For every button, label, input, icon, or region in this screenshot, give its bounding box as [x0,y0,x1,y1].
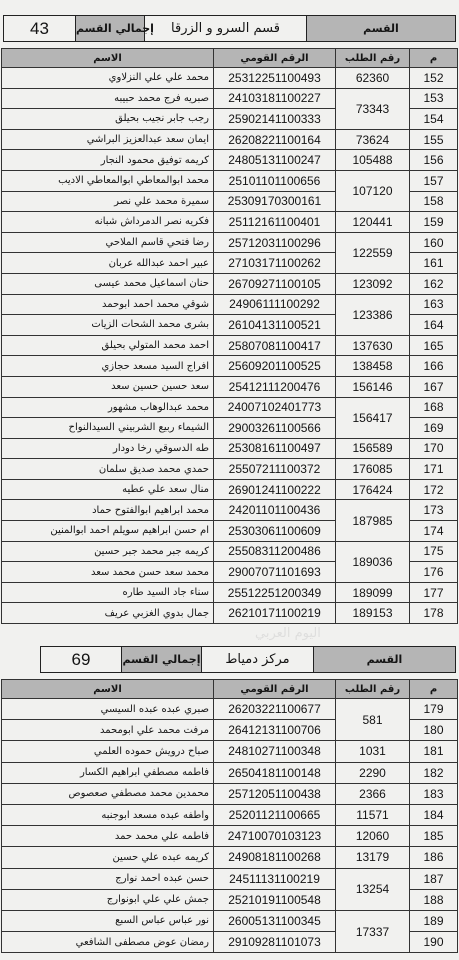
cell-index: 160 [410,232,458,253]
cell-request-number: 105488 [336,150,410,171]
cell-name: نور عباس عباس السبع [2,910,214,931]
cell-national-id: 25308161100497 [214,438,336,459]
cell-request-number: 156146 [336,376,410,397]
cell-national-id: 25508311200486 [214,541,336,562]
cell-index: 176 [410,562,458,583]
cell-request-number: 176424 [336,479,410,500]
cell-request-number: 156589 [336,438,410,459]
section-total-label: إجمالي القسم [76,16,145,42]
cell-national-id: 25507211100372 [214,459,336,480]
cell-index: 178 [410,603,458,624]
cell-request-number: 138458 [336,356,410,377]
cell-name: كريمه جبر محمد جبر حسين [2,541,214,562]
table-row [2,582,458,603]
cell-name: بشرى محمد الشحات الزيات [2,315,214,336]
cell-name: صباح درويش حموده العلمي [2,741,214,762]
cell-index: 154 [410,109,458,130]
table-row [2,294,458,315]
cell-national-id: 27103171100262 [214,253,336,274]
column-header-name: الاسم [2,49,214,68]
cell-index: 175 [410,541,458,562]
cell-index: 166 [410,356,458,377]
cell-national-id: 25902141100333 [214,109,336,130]
cell-name: سميرة محمد علي نصر [2,191,214,212]
table-row [2,603,458,624]
cell-index: 179 [410,699,458,720]
cell-request-number: 2366 [336,783,410,804]
cell-name: فاطمه علي محمد حمد [2,826,214,847]
cell-index: 182 [410,762,458,783]
cell-name: عبير احمد عبدالله عربان [2,253,214,274]
cell-name: كريمه عبده علي حسين [2,847,214,868]
cell-index: 189 [410,910,458,931]
cell-index: 174 [410,521,458,542]
cell-national-id: 25112161100401 [214,212,336,233]
cell-name: صبريه فرج محمد حبيبه [2,88,214,109]
section2-table [1,679,458,953]
table-row [2,762,458,783]
column-header-request: رقم الطلب [336,680,410,699]
cell-name: صبري عبده عبده السيسي [2,699,214,720]
cell-index: 153 [410,88,458,109]
cell-name: واطفه عبده مسعد ابوجنبه [2,804,214,825]
cell-index: 163 [410,294,458,315]
cell-national-id: 26104131100521 [214,315,336,336]
cell-index: 164 [410,315,458,336]
cell-national-id: 29007071101693 [214,562,336,583]
column-header-request: رقم الطلب [336,49,410,68]
cell-national-id: 24511131100219 [214,868,336,889]
cell-name: ام حسن ابراهيم سويلم احمد ابوالمنين [2,521,214,542]
cell-index: 183 [410,783,458,804]
cell-national-id: 26709271100105 [214,273,336,294]
cell-request-number: 581 [336,699,410,741]
column-header-name: الاسم [2,680,214,699]
section-label: القسم [314,647,456,673]
cell-name: مرفت محمد علي ابومحمد [2,720,214,741]
cell-request-number: 122559 [336,232,410,273]
cell-name: رمضان عوض مصطفى الشافعي [2,932,214,953]
table-row [2,170,458,191]
table-row [2,232,458,253]
table-row [2,783,458,804]
cell-name: محمد علي علي النزلاوي [2,68,214,89]
cell-index: 157 [410,170,458,191]
cell-index: 171 [410,459,458,480]
table-row [2,479,458,500]
cell-national-id: 26210171100219 [214,603,336,624]
cell-national-id: 25312251100493 [214,68,336,89]
table-row [2,541,458,562]
cell-name: منال سعد علي عطيه [2,479,214,500]
cell-index: 181 [410,741,458,762]
cell-national-id: 26208221100164 [214,129,336,150]
cell-name: كريمه توفيق محمود النجار [2,150,214,171]
cell-name: فكريه نصر الدمرداش شبانه [2,212,214,233]
section-name: قسم السرو و الزرقا [145,16,307,42]
cell-national-id: 29109281101073 [214,932,336,953]
cell-national-id: 25712051100438 [214,783,336,804]
cell-index: 162 [410,273,458,294]
cell-name: الشيماء ربيع الشربيني السيدالنواح [2,418,214,439]
cell-name: محمد ابراهيم ابوالفتوح حماد [2,500,214,521]
cell-national-id: 24906111100292 [214,294,336,315]
cell-index: 172 [410,479,458,500]
section-total-value: 43 [4,16,76,42]
cell-name: رجب جابر نجيب بحيلق [2,109,214,130]
cell-index: 190 [410,932,458,953]
cell-request-number: 137630 [336,335,410,356]
table-row [2,376,458,397]
cell-request-number: 13254 [336,868,410,910]
table-row [2,68,458,89]
cell-name: افراج السيد مسعد حجازي [2,356,214,377]
cell-index: 187 [410,868,458,889]
cell-request-number: 107120 [336,170,410,211]
cell-national-id: 24710070103123 [214,826,336,847]
table-header-row [2,49,458,68]
cell-request-number: 189153 [336,603,410,624]
cell-national-id: 24908181100268 [214,847,336,868]
cell-national-id: 24103181100227 [214,88,336,109]
cell-index: 184 [410,804,458,825]
cell-name: سعد حسين حسين سعد [2,376,214,397]
cell-name: سناء جاد السيد طاره [2,582,214,603]
cell-national-id: 25512251200349 [214,582,336,603]
section-total-label: إجمالي القسم [122,647,202,673]
column-header-index: م [410,49,458,68]
column-header-national-id: الرقم القومي [214,49,336,68]
cell-request-number: 62360 [336,68,410,89]
cell-national-id: 26504181100148 [214,762,336,783]
cell-name: رضا فتحي قاسم الملاحي [2,232,214,253]
cell-name: محمد عبدالوهاب مشهور [2,397,214,418]
cell-name: حمدي محمد صديق سلمان [2,459,214,480]
cell-request-number: 2290 [336,762,410,783]
table-row [2,699,458,720]
cell-name: محمد سعد حسن محمد سعد [2,562,214,583]
table-row [2,847,458,868]
cell-index: 188 [410,889,458,910]
table-header-row [2,680,458,699]
cell-national-id: 25609201100525 [214,356,336,377]
table-row [2,88,458,109]
cell-name: جمش علي علي ابونوارج [2,889,214,910]
table-row [2,397,458,418]
cell-index: 186 [410,847,458,868]
table-row [2,868,458,889]
cell-index: 170 [410,438,458,459]
cell-index: 159 [410,212,458,233]
cell-index: 155 [410,129,458,150]
section1-table [1,48,458,624]
section2-header [40,646,456,673]
cell-name: شوقي محمد احمد ابوحمد [2,294,214,315]
cell-request-number: 156417 [336,397,410,438]
cell-request-number: 11571 [336,804,410,825]
cell-national-id: 25303061100609 [214,521,336,542]
table-row [2,438,458,459]
cell-name: محمدين محمد مصطفي صعصوص [2,783,214,804]
table-row [2,910,458,931]
section-name: مركز دمياط [202,647,314,673]
cell-national-id: 24805131100247 [214,150,336,171]
table-row [2,500,458,521]
cell-national-id: 24007102401773 [214,397,336,418]
cell-index: 158 [410,191,458,212]
table-row [2,459,458,480]
cell-name: احمد محمد المتولي بحيلق [2,335,214,356]
table-row [2,273,458,294]
watermark: اليوم العربي [255,626,321,641]
cell-national-id: 25210191100548 [214,889,336,910]
cell-index: 177 [410,582,458,603]
cell-request-number: 123386 [336,294,410,335]
cell-index: 165 [410,335,458,356]
cell-national-id: 25412111200476 [214,376,336,397]
column-header-national-id: الرقم القومي [214,680,336,699]
table-row [2,335,458,356]
cell-request-number: 17337 [336,910,410,952]
cell-request-number: 123092 [336,273,410,294]
cell-national-id: 26203221100677 [214,699,336,720]
table-row [2,804,458,825]
cell-request-number: 189099 [336,582,410,603]
cell-national-id: 25807081100417 [214,335,336,356]
table-row [2,826,458,847]
cell-national-id: 26005131100345 [214,910,336,931]
cell-index: 152 [410,68,458,89]
section-label: القسم [307,16,456,42]
table-row [2,129,458,150]
cell-national-id: 25309170300161 [214,191,336,212]
table-row [2,356,458,377]
cell-national-id: 26412131100706 [214,720,336,741]
section-total-value: 69 [41,647,122,673]
cell-request-number: 176085 [336,459,410,480]
cell-request-number: 1031 [336,741,410,762]
cell-index: 156 [410,150,458,171]
cell-index: 161 [410,253,458,274]
cell-index: 180 [410,720,458,741]
cell-name: جمال بدوي الغزبي عريف [2,603,214,624]
cell-request-number: 12060 [336,826,410,847]
cell-national-id: 29003261100566 [214,418,336,439]
cell-national-id: 24810271100348 [214,741,336,762]
cell-national-id: 24201101100436 [214,500,336,521]
cell-request-number: 13179 [336,847,410,868]
cell-name: محمد ابوالمعاطي ابوالمعاطي الاديب [2,170,214,191]
cell-name: حنان اسماعيل محمد عيسى [2,273,214,294]
cell-request-number: 189036 [336,541,410,582]
cell-name: فاطمه مصطفي ابراهيم الكسار [2,762,214,783]
cell-index: 168 [410,397,458,418]
cell-index: 173 [410,500,458,521]
cell-request-number: 73343 [336,88,410,129]
cell-index: 167 [410,376,458,397]
cell-request-number: 120441 [336,212,410,233]
section1-header [3,15,456,42]
column-header-index: م [410,680,458,699]
cell-national-id: 26901241100222 [214,479,336,500]
cell-index: 169 [410,418,458,439]
cell-national-id: 25712031100296 [214,232,336,253]
table-row [2,150,458,171]
cell-name: طه الدسوقي رخا دودار [2,438,214,459]
cell-national-id: 25101101100656 [214,170,336,191]
cell-name: ايمان سعد عبدالعزيز البراشي [2,129,214,150]
cell-request-number: 187985 [336,500,410,541]
cell-national-id: 25201121100665 [214,804,336,825]
cell-request-number: 73624 [336,129,410,150]
cell-name: حسن عبده احمد نوارج [2,868,214,889]
cell-index: 185 [410,826,458,847]
table-row [2,741,458,762]
table-row [2,212,458,233]
